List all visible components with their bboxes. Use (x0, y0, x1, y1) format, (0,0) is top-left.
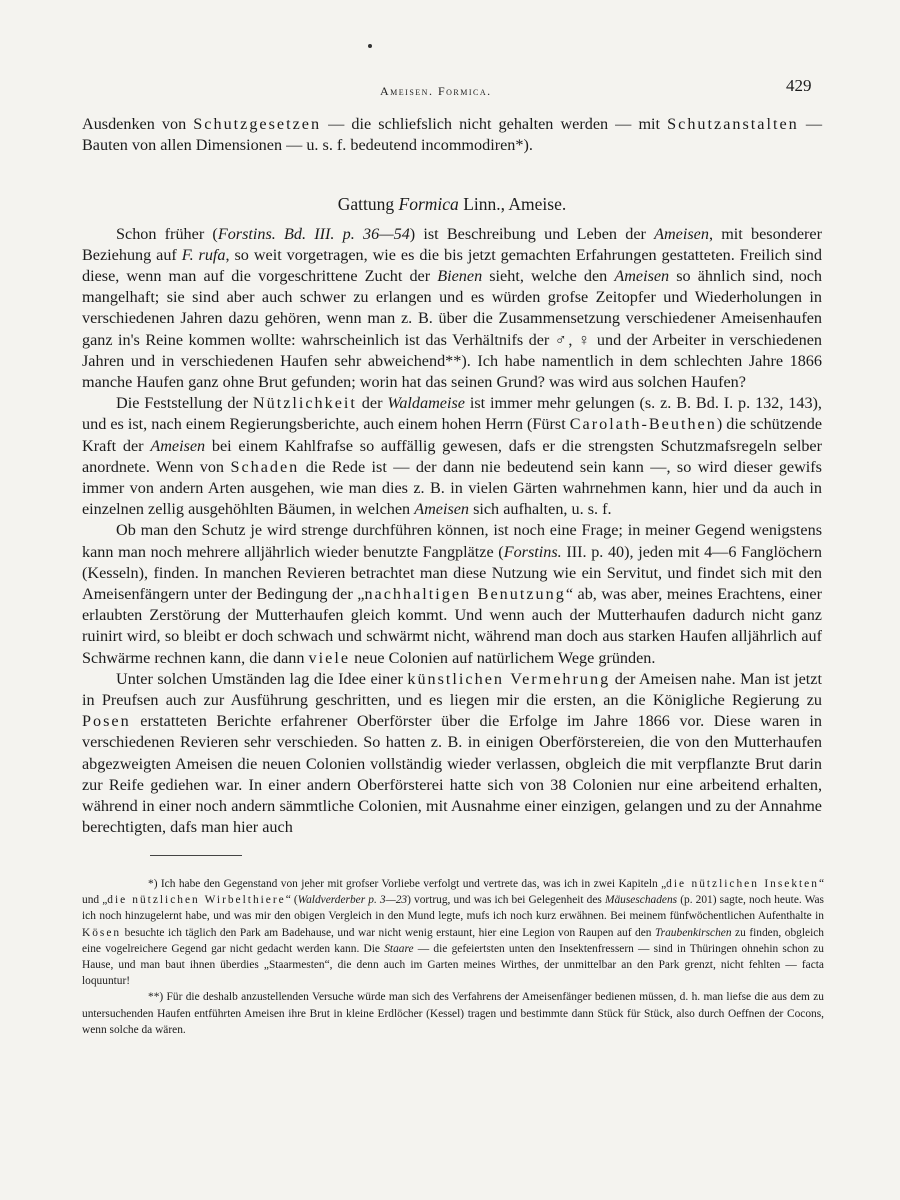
paragraph-4: Unter solchen Umständen lag die Idee einer künstlichen Vermehrung der Ameisen nahe. Man ist jetzt in Preufsen auch zur Ausführung geschritten, und es liegen mir die ersten, an die Königliche Regierung zu Posen erstatteten Berichte erfahrener Oberförster über die Erfolge im Jahre 1866 vor. Diese waren in verschiedenen Revieren sehr verschieden. So hatten z. B. in einigen Oberförstereien, die von den Mutterhaufen abgezweigten Ameisen die neuen Colonien vollständig wieder verlassen, obgleich die mit verpflanzte Brut darin zur Reife gediehen war. In einer andern Oberförsterei hatte sich von 38 Colonien nur eine arbeitend erhalten, während in einer noch andern sämmtliche Colonien, mit Ausnahme einer einzigen, gelangen und zu der Annahme berechtigten, dafs man hier auch (82, 669, 822, 837)
main-text (82, 114, 822, 839)
footnote-rule (150, 855, 242, 856)
footnote-2: **) Für die deshalb anzustellenden Versuche würde man sich des Verfahrens der Ameisenfänger bedienen müssen, d. h. man liefse die aus dem zu untersuchenden Haufen entführten Ameisen ihre Brut in kleine Erdlöcher (Kessel) tragen und bestimmte dann Stück für Stück, also durch Oeffnen der Cocons, wenn solche da wären. (82, 991, 824, 1036)
running-head-title: Ameisen. Formica. (380, 84, 492, 98)
running-head (0, 76, 900, 104)
section-heading: Gattung Formica Linn., Ameise. (337, 194, 567, 215)
footnotes (82, 876, 824, 1038)
intro-paragraph: Ausdenken von Schutzgesetzen — die schliefslich nicht gehalten werden — mit Schutzanstalten — Bauten von allen Dimensionen — u. s. f. bedeutend incommodiren*). (82, 115, 823, 155)
paragraph-1: Schon früher (Forstins. Bd. III. p. 36—54) ist Beschreibung und Leben der Ameisen, mit besonderer Beziehung auf F. rufa, so weit vorgetragen, wie es die bis jetzt gemachten Erfahrungen gestatteten. Freilich sind diese, wenn man auf die vorgeschrittene Zucht der Bienen sieht, welche den Ameisen so ähnlich sind, noch mangelhaft; sie sind aber auch schwer zu erlangen und es würden grofse Zeitopfer und Wiederholungen in verschiedenen Jahren dazu gehören, wenn man z. B. über die Zusammensetzung verschiedener Ameisenhaufen ganz in's Reine kommen wollte: wahrscheinlich ist das Verhältnifs der ♂, ♀ und der Arbeiter in verschiedenen Jahren und in verschiedenen Haufen sehr abweichend**). Ich habe namentlich in dem schlechten Jahre 1866 manche Haufen ganz ohne Brut gefunden; worin hat das seinen Grund? was wird aus solchen Haufen? (82, 224, 823, 392)
footnote-1: *) Ich habe den Gegenstand von jeher mit grofser Vorliebe verfolgt und vertrete das, was ich in zwei Kapiteln „die nützlichen Insekten“ und „die nützlichen Wirbelthiere“ (Waldverderber p. 3—23) vortrug, und was ich bei Gelegenheit des Mäuseschadens (p. 201) sagte, noch heute. Was ich noch hinzugelernt habe, und was mir den obigen Vergleich in den Mund legte, mufs ich noch kurz erwähnen. Bei meinem fünfwöchentlichen Aufenthalte in Kösen besuchte ich täglich den Park am Badehause, und war nicht wenig erstaunt, hier eine Legion von Raupen auf den Traubenkirschen zu finden, obgleich eine vogelreichere Gegend gar nicht gedacht werden kann. Die Staare — die gefeiertsten unten den Insektenfressern — sind in Thüringen ohnehin schon zu Hause, und man baut ihnen überdies „Staarmesten“, die denn auch im Garten meines Wirthes, der unmittelbar an den Park grenzt, nicht fehlten — facta loquuntur! (82, 878, 824, 988)
ink-speck (368, 44, 372, 48)
paragraph-3: Ob man den Schutz je wird strenge durchführen können, ist noch eine Frage; in meiner Gegend wenigstens kann man noch mehrere alljährlich wieder benutzte Fangplätze (Forstins. III. p. 40), jeden mit 4—6 Fanglöchern (Kesseln), finden. In manchen Revieren betrachtet man diese Nutzung wie ein Servitut, und findet sich mit den Ameisenfängern unter der Bedingung der „nachhaltigen Benutzung“ ab, was aber, meines Erachtens, einer erlaubten Zerstörung der Mutterhaufen gleich kommt. Und wenn auch der Mutterhaufen dadurch nicht ganz ruinirt wird, so bleibt er doch schwach und schwärmt nicht, während man doch aus starken Haufen alljährlich auf Schwärme rechnen kann, die dann viele neue Colonien auf natürlichem Wege gründen. (82, 521, 822, 667)
paragraph-2: Die Feststellung der Nützlichkeit der Waldameise ist immer mehr gelungen (s. z. B. Bd. I. p. 132, 143), und es ist, nach einem Regierungsberichte, auch einem hohen Herrn (Fürst Carolath-Beuthen) die schützende Kraft der Ameisen bei einem Kahlfrafse so auffällig gewesen, dafs er die strengsten Schutzmafsregeln selber anordnete. Wenn von Schaden die Rede ist — der dann nie bedeutend sein kann —, so wird dieser gewifs immer von andern Arten ausgehen, wie man dies z. B. in vielen Gärten wahrnehmen kann, hier und da auch in einzelnen zellig ausgehöhlten Bäumen, in welchen Ameisen sich aufhalten, u. s. f. (82, 394, 823, 519)
page-number: 429 (786, 76, 812, 95)
